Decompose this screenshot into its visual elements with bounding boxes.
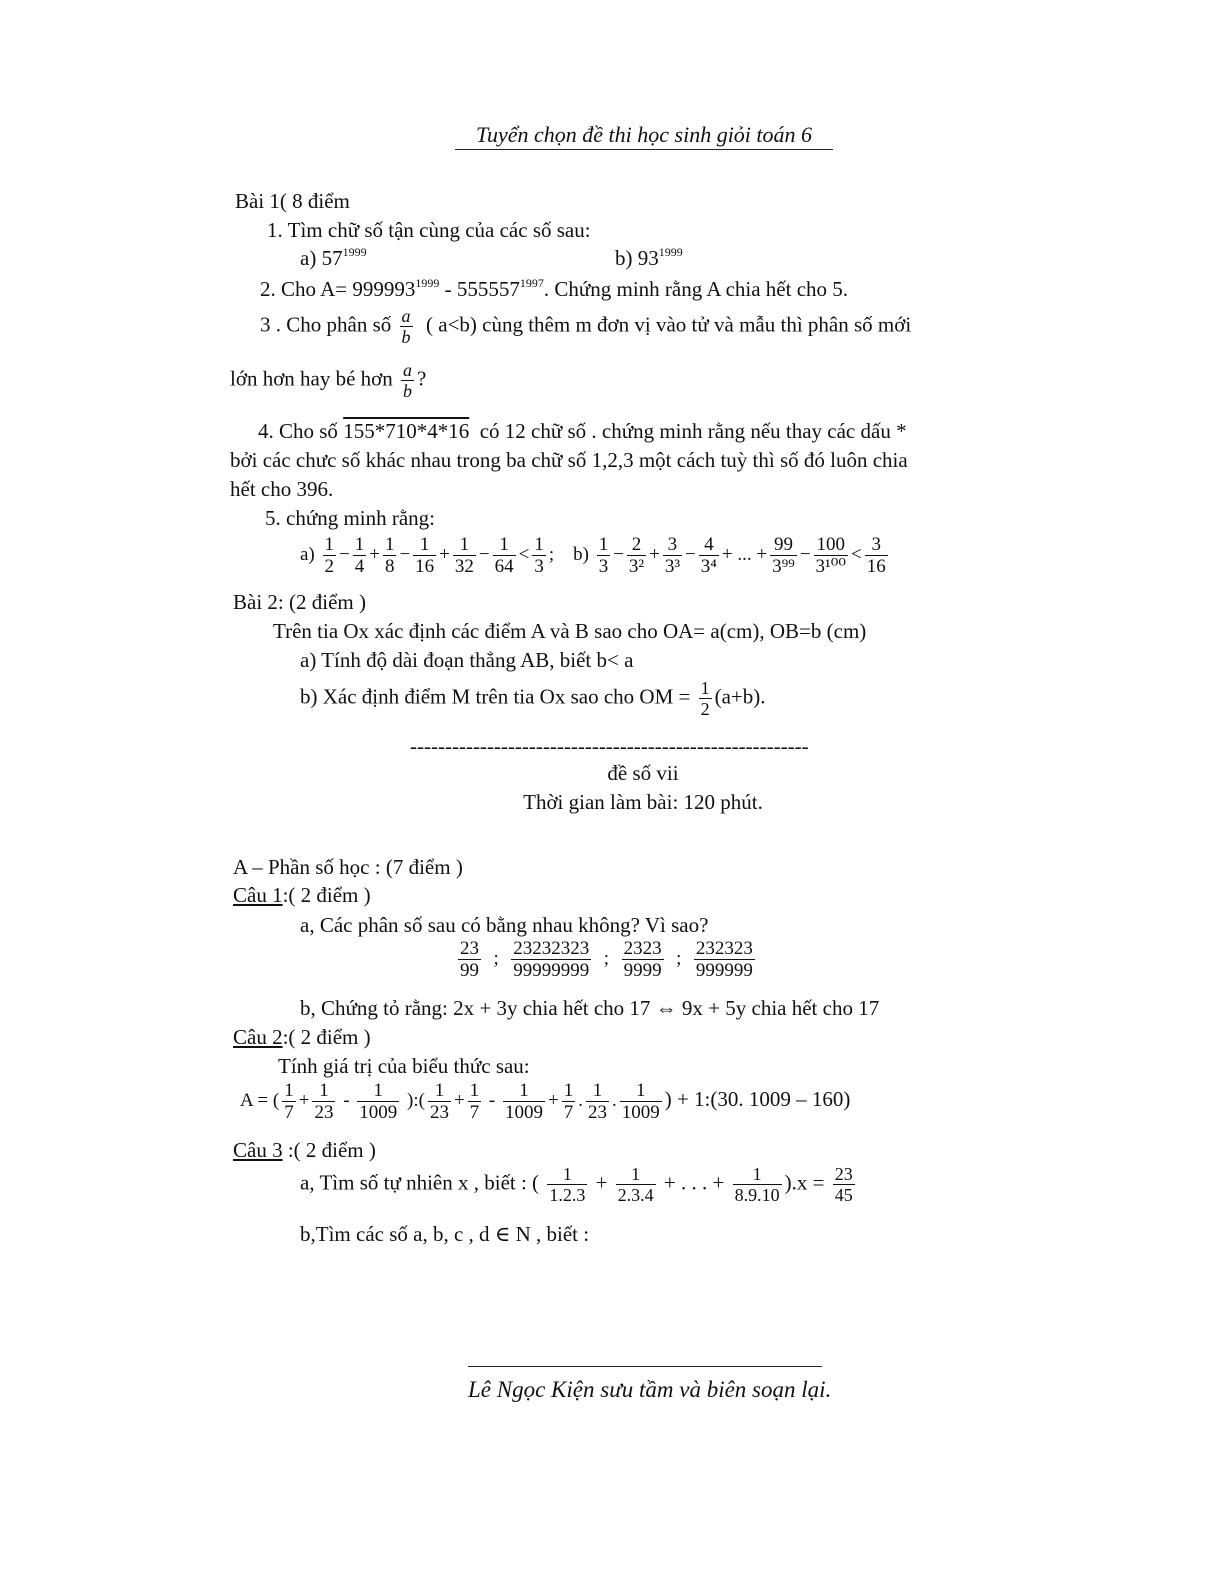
bai1-q4-line2: bởi các chưc số khác nhau trong ba chữ số 1,2,3 một cách tuỳ thì số đó luôn chia (230, 448, 908, 472)
cau2-title: Câu 2:( 2 điểm ) (233, 1025, 371, 1049)
cau3-a: a, Tìm số tự nhiên x , biết : ( $\frac{1}{1.2.3}$ + $\frac{1}{2.3.4}$ + . . . + $\frac{1}{8.9.10}$ ).x = $\frac{23}{45}$ (300, 1164, 853, 1205)
cau3-title: Câu 3 :( 2 điểm ) (233, 1138, 376, 1162)
bai1-q3: 3 . Cho phân số $\frac{a}{b}$ ( a<b) cùng thêm m đơn vị vào tử và mẫu thì phân số mới (260, 306, 912, 347)
overlined-number: 155*710*4*16 (343, 419, 470, 443)
part-a-title: A – Phần số học : (7 điểm ) (233, 855, 463, 879)
cau2-intro: Tính giá trị của biểu thức sau: (278, 1054, 530, 1078)
bai1-q4: 4. Cho số 155*710*4*16 có 12 chữ số . chứng minh rằng nếu thay các dấu * (258, 419, 907, 443)
exam-time: Thời gian làm bài: 120 phút. (523, 790, 763, 814)
bai1-q1: 1. Tìm chữ số tận cùng của các số sau: (267, 218, 591, 242)
separator-line: --------------------------------------------------------- (410, 734, 809, 758)
bai2-b: b) Xác định điểm M trên tia Ox sao cho OM = $\frac{1}{2}$ (a+b). (300, 678, 766, 719)
cau3-b: b,Tìm các số a, b, c , d ∈ N , biết : (300, 1222, 590, 1246)
cau1-title: Câu 1:( 2 điểm ) (233, 883, 371, 907)
bai1-q4-line3: hết cho 396. (230, 477, 334, 501)
bai1-q5: 5. chứng minh rằng: (265, 506, 436, 530)
fraction-a-over-b: $\frac{a}{b}$ (401, 306, 411, 347)
cau1-b: b, Chứng tỏ rằng: 2x + 3y chia hết cho 17 ⇔ 9x + 5y chia hết cho 17 (300, 996, 880, 1020)
bai2-intro: Trên tia Ox xác định các điểm A và B sao cho OA= a(cm), OB=b (cm) (273, 619, 867, 643)
cau1-fractions: $\frac{23}{99}$ ; $\frac{23232323}{99999999}$ ; $\frac{2323}{9999}$ ; $\frac{232323}{999999}$ (460, 938, 753, 981)
bai2-title: Bài 2: (2 điểm ) (233, 590, 366, 614)
cau1-a: a, Các phân số sau có bằng nhau không? Vì sao? (300, 913, 709, 937)
exam-title: đề số vii (607, 761, 679, 785)
bai1-q2: 2. Cho $A= 999993^{1999} - 555557^{1997}$. Chứng minh rằng A chia hết cho 5. (260, 276, 849, 301)
bai1-q1b: b) $93^{1999}$ (615, 245, 683, 270)
bai2-a: a) Tính độ dài đoạn thẳng AB, biết b< a (300, 648, 634, 672)
page-footer: Lê Ngọc Kiện sưu tầm và biên soạn lại. (468, 1366, 822, 1403)
fraction-a-over-b-2: $\frac{a}{b}$ (403, 360, 413, 401)
cau2-expression: A = ( $\frac{1}{7}$ + $\frac{1}{23}$ - $\frac{1}{1009}$ ):( $\frac{1}{23}$ + $\frac{1}{7}$ - $\frac{1}{1009}$ + $\frac{1}{7}$ . $\frac{1}{23}$ . $\frac{1}{1009}$ ) + 1:(30. 1009 – 160) (240, 1080, 851, 1123)
bai1-title: Bài 1( 8 điểm (235, 189, 350, 213)
bai1-q5-formulas: a) $\frac{1}{2}$ − $\frac{1}{4}$ + $\frac{1}{8}$ − $\frac{1}{16}$ + $\frac{1}{32}$ − $\frac{1}{64}$ < $\frac{1}{3}$ ; b) $\frac{1}{3}$ − $\frac{2}{\text{3²}}$ + $\frac{3}{\text{3³}}$ − $\frac{4}{\text{3⁴}}$ + ... + $\frac{99}{\text{3⁹⁹}}$ − $\frac{100}{\text{3¹⁰⁰}}$ < $\frac{3}{16}$ (300, 534, 886, 577)
bai1-q3-line2: lớn hơn hay bé hơn $\frac{a}{b}$ ? (230, 360, 427, 401)
bai1-q1a: a) $57^{1999}$ (300, 245, 367, 270)
page-header: Tuyển chọn đề thi học sinh giỏi toán 6 (455, 122, 833, 150)
